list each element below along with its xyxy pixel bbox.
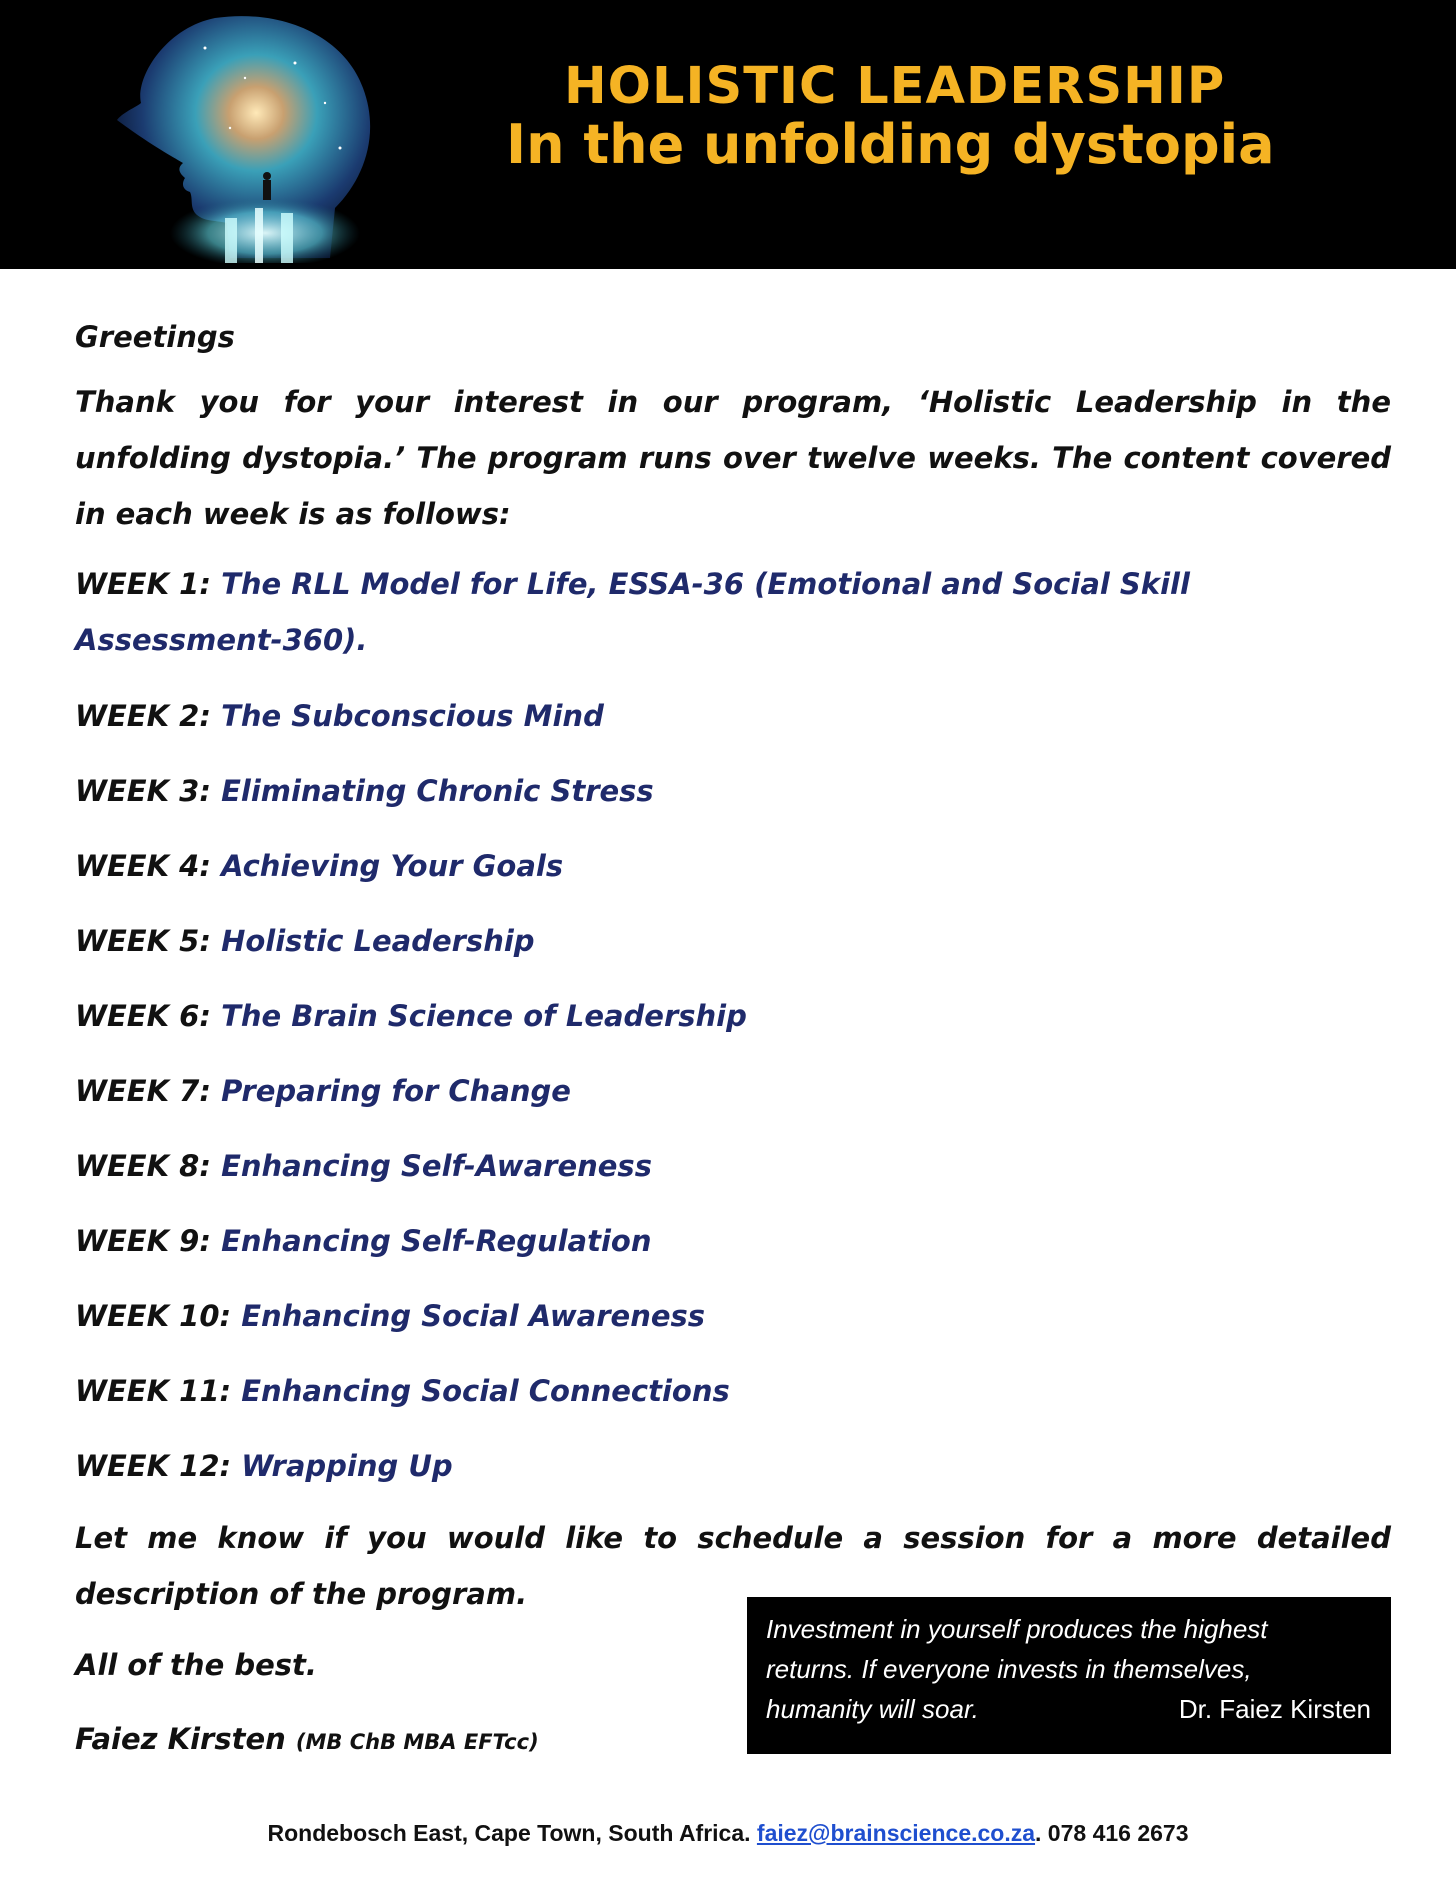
week-topic: The Subconscious Mind (221, 699, 604, 733)
week-label: WEEK 6: (75, 999, 211, 1033)
footer-phone: . 078 416 2673 (1035, 1820, 1189, 1846)
week-label: WEEK 3: (75, 774, 211, 808)
week-item (75, 913, 1391, 969)
week-topic: Preparing for Change (221, 1074, 571, 1108)
week-label: WEEK 9: (75, 1224, 211, 1258)
signature (75, 1722, 539, 1756)
week-topic: Enhancing Social Connections (241, 1374, 730, 1408)
week-label: WEEK 2: (75, 699, 211, 733)
week-item (75, 1063, 1391, 1119)
week-label: WEEK 8: (75, 1149, 211, 1183)
week-label: WEEK 7: (75, 1074, 211, 1108)
week-label: WEEK 1: (75, 567, 211, 601)
week-topic: Enhancing Social Awareness (241, 1299, 706, 1333)
week-label: WEEK 12: (75, 1449, 232, 1483)
week-item (75, 1138, 1391, 1194)
week-item (75, 838, 1391, 894)
week-item (75, 556, 1391, 668)
week-item (75, 688, 1391, 744)
week-topic: The RLL Model for Life, ESSA-36 (Emotional and Social Skill Assessment-360). (75, 567, 1190, 657)
week-label: WEEK 11: (75, 1374, 232, 1408)
week-topic: The Brain Science of Leadership (221, 999, 747, 1033)
week-topic: Holistic Leadership (221, 924, 535, 958)
week-label: WEEK 5: (75, 924, 211, 958)
footer-contact (0, 1820, 1456, 1847)
intro-paragraph: Thank you for your interest in our program, ‘Holistic Leadership in the unfolding dystopia.’ The program runs over twelve weeks. The content covered in each week is as follows: (75, 385, 1391, 531)
week-topic: Eliminating Chronic Stress (221, 774, 654, 808)
email-link[interactable]: faiez@brainscience.co.za (756, 1820, 1036, 1846)
week-label: WEEK 4: (75, 849, 211, 883)
week-topic: Enhancing Self-Regulation (221, 1224, 652, 1258)
footer-address: Rondebosch East, Cape Town, South Africa. (267, 1820, 751, 1846)
banner-title-line1: HOLISTIC LEADERSHIP (564, 57, 1226, 116)
quote-line3: humanity will soar. (766, 1694, 979, 1724)
week-item (75, 1213, 1391, 1269)
quote-box (747, 1597, 1391, 1754)
best-wishes: All of the best. (75, 1648, 317, 1682)
greeting: Greetings (75, 320, 235, 354)
week-item (75, 1288, 1391, 1344)
header-banner (0, 0, 1456, 269)
banner-title-line2: In the unfolding dystopia (506, 113, 1275, 177)
quote-line3-row (766, 1689, 1371, 1729)
week-topic: Achieving Your Goals (221, 849, 564, 883)
week-item (75, 1363, 1391, 1419)
quote-author: Dr. Faiez Kirsten (1178, 1694, 1371, 1724)
quote-line2: returns. If everyone invests in themselves, (766, 1654, 1252, 1684)
week-item (75, 1438, 1391, 1494)
closing-paragraph: Let me know if you would like to schedule a session for a more detailed description of the program. (75, 1521, 1391, 1611)
banner-title (498, 58, 1398, 176)
signature-name: Faiez Kirsten (75, 1722, 286, 1756)
week-label: WEEK 10: (75, 1299, 232, 1333)
week-item (75, 763, 1391, 819)
week-item (75, 988, 1391, 1044)
signature-credentials: (MB ChB MBA EFTcc) (295, 1730, 539, 1754)
week-topic: Enhancing Self-Awareness (221, 1149, 652, 1183)
week-topic: Wrapping Up (241, 1449, 453, 1483)
quote-line1: Investment in yourself produces the highest (766, 1614, 1268, 1644)
head-silhouette-galaxy-icon (95, 8, 415, 263)
